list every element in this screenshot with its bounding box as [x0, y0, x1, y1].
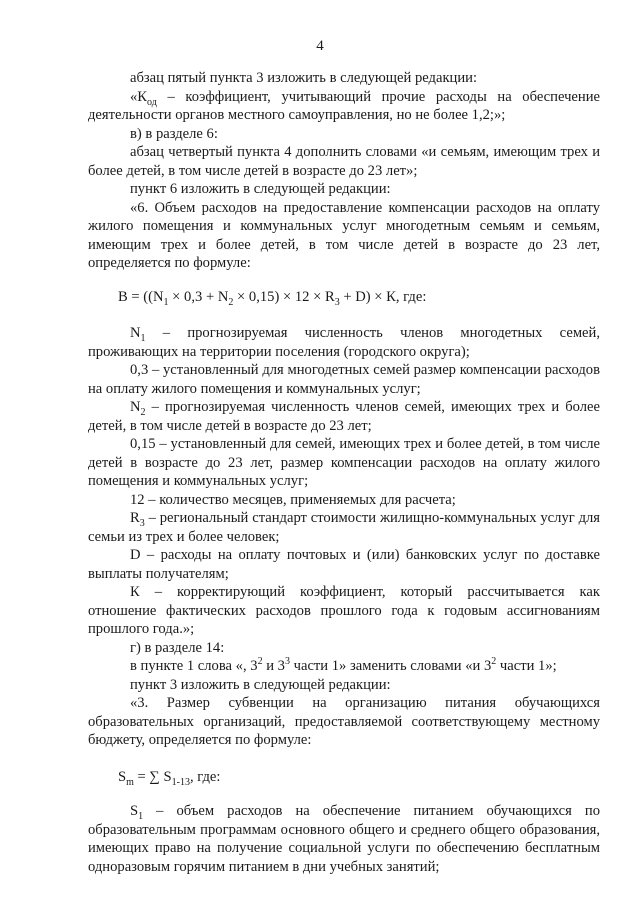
- paragraph: $S_1$ – объем расходов на обеспечение питанием обучающихся по образовательным программам основного общего и среднего общего образования, имеющих право на получение социальной услуги по обеспечению бесплатным одноразовым горячим питанием в дни учебных занятий;: [88, 803, 600, 875]
- paragraph: в пункте 1 слова «, $3^2$ и $3^3$ части 1» заменить словами «и $3^2$ части 1»;: [130, 656, 557, 674]
- paragraph: $R_3$ – региональный стандарт стоимости жилищно-коммунальных услуг для семьи из трех и более человек;: [88, 510, 600, 545]
- formula-subvention: $S_m$ = ∑ $S_{1-13}$, где:: [118, 768, 221, 788]
- document-body: [88, 69, 600, 876]
- paragraph: в) в разделе 6:: [130, 125, 218, 142]
- paragraph: пункт 6 изложить в следующей редакции:: [130, 181, 391, 197]
- paragraph: D – расходы на оплату почтовых и (или) банковских услуг по доставке выплаты получателям;: [88, 547, 600, 582]
- paragraph: К – корректирующий коэффициент, который рассчитывается как отношение фактических расходов прошлого года к годовым ассигнованиям прошлого года.»;: [88, 584, 600, 637]
- paragraph: «6. Объем расходов на предоставление компенсации расходов на оплату жилого помещения и коммунальных услуг многодетным семьям и семьям, имеющим трех и более детей, в том числе детей в возрасте до 23 лет, определяется по формуле:: [88, 199, 600, 271]
- page-number: 4: [316, 38, 324, 54]
- paragraph: г) в разделе 14:: [130, 639, 225, 656]
- paragraph: «3. Размер субвенции на организацию питания обучающихся образовательных организаций, предоставляемой соответствующему местному бюджету, определяется по формуле:: [88, 695, 600, 748]
- paragraph: 0,15 – установленный для семей, имеющих трех и более детей, в том числе детей в возрасте до 23 лет, размер компенсации расходов на оплату жилого помещения и коммунальных услуг;: [88, 436, 600, 489]
- formula-compensation: $В = ((N_1 \times 0,3 + N_2 \times 0,15) \times 12 \times R_3 + D) \times К$, где:: [118, 288, 427, 308]
- paragraph: абзац пятый пункта 3 изложить в следующей редакции:: [130, 70, 478, 86]
- paragraph: $N_1$ – прогнозируемая численность членов многодетных семей, проживающих на территории поселения (городского округа);: [88, 325, 600, 360]
- paragraph: пункт 3 изложить в следующей редакции:: [130, 676, 391, 693]
- paragraph: $N_2$ – прогнозируемая численность членов семей, имеющих трех и более детей, в том числе детей в возрасте до 23 лет;: [88, 399, 600, 434]
- paragraph: 0,3 – установленный для многодетных семей размер компенсации расходов на оплату жилого помещения и коммунальных услуг;: [88, 362, 600, 397]
- paragraph: «$К_{од}$ – коэффициент, учитывающий прочие расходы на обеспечение деятельности органов местного самоуправления, но не более 1,2;»;: [88, 88, 600, 123]
- paragraph: 12 – количество месяцев, применяемых для расчета;: [130, 491, 456, 508]
- paragraph: абзац четвертый пункта 4 дополнить словами «и семьям, имеющим трех и более детей, в том числе детей в возрасте до 23 лет»;: [88, 144, 600, 179]
